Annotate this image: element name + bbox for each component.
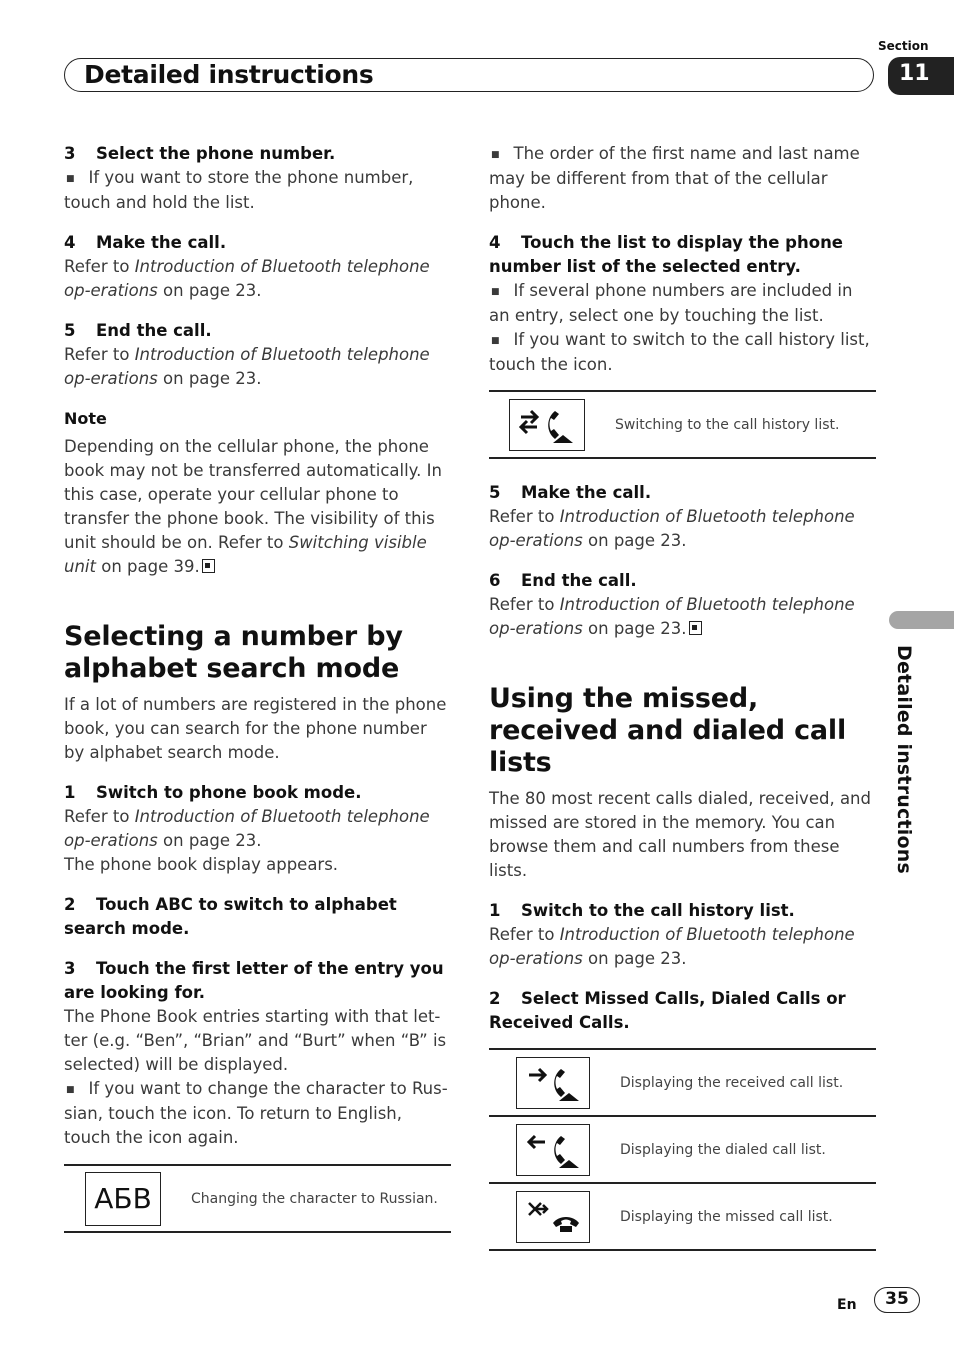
bullet-russian-character: ■ If you want to change the character to Rus-sian, touch the icon. To return to English, touch the icon again.	[64, 1077, 451, 1150]
section-intro: The 80 most recent calls dialed, received, and missed are stored in the memory. You can browse them and call numbers from these lists.	[489, 789, 871, 880]
icon-caption: Switching to the call history list.	[615, 416, 840, 433]
icon-table-russian	[64, 1164, 451, 1233]
reference-text: Refer to Introduction of Bluetooth telephone op-erations on page 23.	[489, 507, 855, 550]
table-row	[489, 392, 876, 457]
step-result-text: The phone book display appears.	[64, 855, 339, 874]
step-make-call: 5 Make the call.	[489, 483, 652, 502]
bullet-name-order: ■ The order of the first name and last name may be different from that of the cellular phone.	[489, 142, 876, 215]
reference-text: Refer to Introduction of Bluetooth telephone op-erations on page 23.	[489, 595, 855, 638]
note-heading: Note	[64, 409, 107, 428]
step-end-call: 6 End the call.	[489, 571, 637, 590]
table-row	[489, 1182, 876, 1249]
step-touch-abc: 2 Touch ABC to switch to alphabet search mode.	[64, 895, 397, 938]
received-calls-icon[interactable]	[516, 1057, 590, 1109]
icon-caption: Displaying the dialed call list.	[620, 1141, 826, 1158]
section-heading-alphabet-search: Selecting a number by alphabet search mode	[64, 621, 403, 684]
step-end-call: 5 End the call.	[64, 321, 212, 340]
table-row	[489, 1050, 876, 1115]
bullet-store-number: ■ If you want to store the phone number, touch and hold the list.	[64, 166, 451, 215]
section-number-badge: 11	[888, 57, 954, 95]
reference-text: Refer to Introduction of Bluetooth telephone op-erations on page 23.	[64, 345, 430, 388]
side-tab-marker	[889, 611, 954, 629]
reference-text: Refer to Introduction of Bluetooth telephone op-erations on page 23.	[64, 807, 430, 850]
bullet-several-numbers: ■ If several phone numbers are included in an entry, select one by touching the list.	[489, 279, 876, 328]
icon-table-switch	[489, 390, 876, 459]
bullet-switch-history: ■ If you want to switch to the call history list, touch the icon.	[489, 328, 876, 377]
end-mark-icon	[202, 559, 215, 573]
section-label: Section	[878, 39, 929, 53]
missed-calls-icon[interactable]	[516, 1191, 590, 1243]
russian-abv-icon[interactable]: АБВ	[85, 1172, 161, 1226]
right-column	[489, 142, 876, 1251]
step-switch-call-history: 1 Switch to the call history list.	[489, 901, 795, 920]
icon-caption: Changing the character to Russian.	[191, 1190, 438, 1207]
note-text: Depending on the cellular phone, the phone book may not be transferred automatically. In this case, operate your cellular phone to transfer the phone book. The visibility of this unit should be on. Refer to Switching visible unit on page 39.	[64, 437, 442, 576]
language-label: En	[837, 1297, 857, 1313]
page-number: 35	[874, 1287, 920, 1313]
step-select-phone-number: 3 Select the phone number.	[64, 144, 336, 163]
icon-caption: Displaying the missed call list.	[620, 1208, 833, 1225]
step-switch-phone-book: 1 Switch to phone book mode.	[64, 783, 362, 802]
step-description: The Phone Book entries starting with that let-ter (e.g. “Ben”, “Brian” and “Burt” when “B” is selected) will be displayed.	[64, 1007, 447, 1074]
switch-call-history-icon[interactable]	[509, 399, 585, 451]
dialed-calls-icon[interactable]	[516, 1124, 590, 1176]
step-touch-first-letter: 3 Touch the first letter of the entry you are looking for.	[64, 959, 444, 1002]
reference-text: Refer to Introduction of Bluetooth telephone op-erations on page 23.	[64, 257, 430, 300]
reference-text: Refer to Introduction of Bluetooth telephone op-erations on page 23.	[489, 925, 855, 968]
icon-caption: Displaying the received call list.	[620, 1074, 844, 1091]
step-touch-list: 4 Touch the list to display the phone number list of the selected entry.	[489, 233, 843, 276]
step-make-call: 4 Make the call.	[64, 233, 227, 252]
page-title: Detailed instructions	[84, 60, 374, 89]
table-row	[64, 1166, 451, 1231]
section-heading-call-lists: Using the missed, received and dialed call lists	[489, 683, 847, 778]
left-column	[64, 142, 451, 1233]
section-intro: If a lot of numbers are registered in the phone book, you can search for the phone number by alphabet search mode.	[64, 695, 447, 762]
step-select-call-list: 2 Select Missed Calls, Dialed Calls or Received Calls.	[489, 989, 846, 1032]
table-row	[489, 1115, 876, 1182]
icon-table-call-lists	[489, 1048, 876, 1251]
side-tab-label: Detailed instructions	[893, 645, 915, 874]
end-mark-icon	[689, 621, 702, 635]
